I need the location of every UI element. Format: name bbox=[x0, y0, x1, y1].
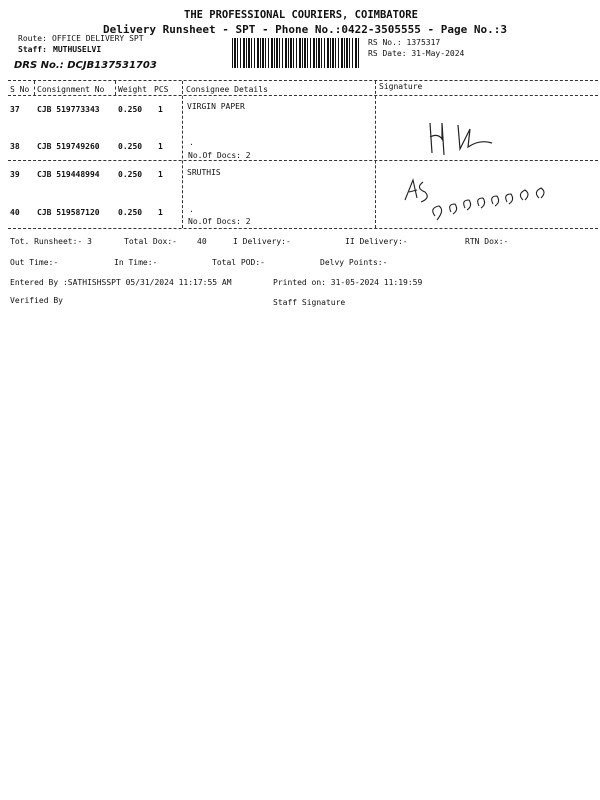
table-row-divider bbox=[8, 160, 598, 161]
handwritten-signature-1 bbox=[420, 115, 510, 160]
out-time: Out Time:- bbox=[10, 258, 59, 267]
staff-value: MUTHUSELVI bbox=[53, 45, 102, 54]
total-pod: Total POD:- bbox=[212, 258, 265, 267]
header-consignee-details: Consignee Details bbox=[186, 85, 268, 94]
route-label: Route: bbox=[18, 34, 47, 43]
handwritten-signature-2 bbox=[395, 170, 575, 225]
table-row-sno: 40 bbox=[10, 208, 20, 217]
table-row-weight: 0.250 bbox=[118, 170, 143, 179]
table-row-details: VIRGIN PAPER bbox=[187, 102, 245, 111]
entered-by: Entered By :SATHISHSSPT 05/31/2024 11:17:55 AM bbox=[10, 278, 232, 287]
table-row-sno: 39 bbox=[10, 170, 20, 179]
table-row-pcs: 1 bbox=[158, 170, 163, 179]
table-row-docs: No.Of Docs: 2 bbox=[188, 217, 251, 226]
table-row-details: . bbox=[189, 138, 194, 147]
table-row-pcs: 1 bbox=[158, 142, 163, 151]
header-sno: S No bbox=[10, 85, 30, 94]
in-time: In Time:- bbox=[114, 258, 158, 267]
delvy-points: Delvy Points:- bbox=[320, 258, 388, 267]
col-divider bbox=[182, 81, 183, 228]
staff-signature: Staff Signature bbox=[273, 298, 346, 307]
col-divider bbox=[375, 81, 376, 228]
table-row-details: . bbox=[189, 205, 194, 214]
table-bottom-line bbox=[8, 228, 598, 229]
table-row-pcs: 1 bbox=[158, 105, 163, 114]
total-dox-value: 40 bbox=[197, 237, 207, 246]
header-consignment-no: Consignment No bbox=[37, 85, 105, 94]
table-header-line bbox=[8, 95, 598, 96]
drs-number: DRS No.: DCJB137531703 bbox=[14, 60, 157, 71]
rs-date: RS Date: 31-May-2024 bbox=[368, 49, 465, 58]
table-row-weight: 0.250 bbox=[118, 105, 143, 114]
table-row-consignment: CJB 519448994 bbox=[37, 170, 100, 179]
rs-number: RS No.: 1375317 bbox=[368, 38, 441, 47]
header-pcs: PCS bbox=[154, 85, 169, 94]
table-row-weight: 0.250 bbox=[118, 142, 143, 151]
table-row-pcs: 1 bbox=[158, 208, 163, 217]
table-row-docs: No.Of Docs: 2 bbox=[188, 151, 251, 160]
route-value: OFFICE DELIVERY SPT bbox=[52, 34, 144, 43]
ii-delivery: II Delivery:- bbox=[345, 237, 408, 246]
staff-label: Staff: bbox=[18, 45, 47, 54]
table-row-consignment: CJB 519749260 bbox=[37, 142, 100, 151]
col-divider bbox=[115, 81, 116, 95]
page-title: THE PROFESSIONAL COURIERS, COIMBATORE bbox=[184, 9, 418, 21]
table-row-details: SRUTHIS bbox=[187, 168, 221, 177]
printed-on: Printed on: 31-05-2024 11:19:59 bbox=[273, 278, 423, 287]
total-dox-label: Total Dox:- bbox=[124, 237, 177, 246]
barcode-image bbox=[232, 38, 360, 68]
verified-by: Verified By bbox=[10, 296, 63, 305]
table-row-consignment: CJB 519587120 bbox=[37, 208, 100, 217]
runsheet-subtitle: Delivery Runsheet - SPT - Phone No.:0422-3505555 - Page No.:3 bbox=[103, 23, 507, 36]
col-divider bbox=[34, 81, 35, 95]
table-row-consignment: CJB 519773343 bbox=[37, 105, 100, 114]
header-signature: Signature bbox=[379, 82, 423, 91]
rtn-dox: RTN Dox:- bbox=[465, 237, 509, 246]
table-row-sno: 37 bbox=[10, 105, 20, 114]
total-runsheet: Tot. Runsheet:- 3 bbox=[10, 237, 92, 246]
table-row-weight: 0.250 bbox=[118, 208, 143, 217]
header-weight: Weight bbox=[118, 85, 147, 94]
i-delivery: I Delivery:- bbox=[233, 237, 291, 246]
table-row-sno: 38 bbox=[10, 142, 20, 151]
table-top-line bbox=[8, 80, 598, 81]
